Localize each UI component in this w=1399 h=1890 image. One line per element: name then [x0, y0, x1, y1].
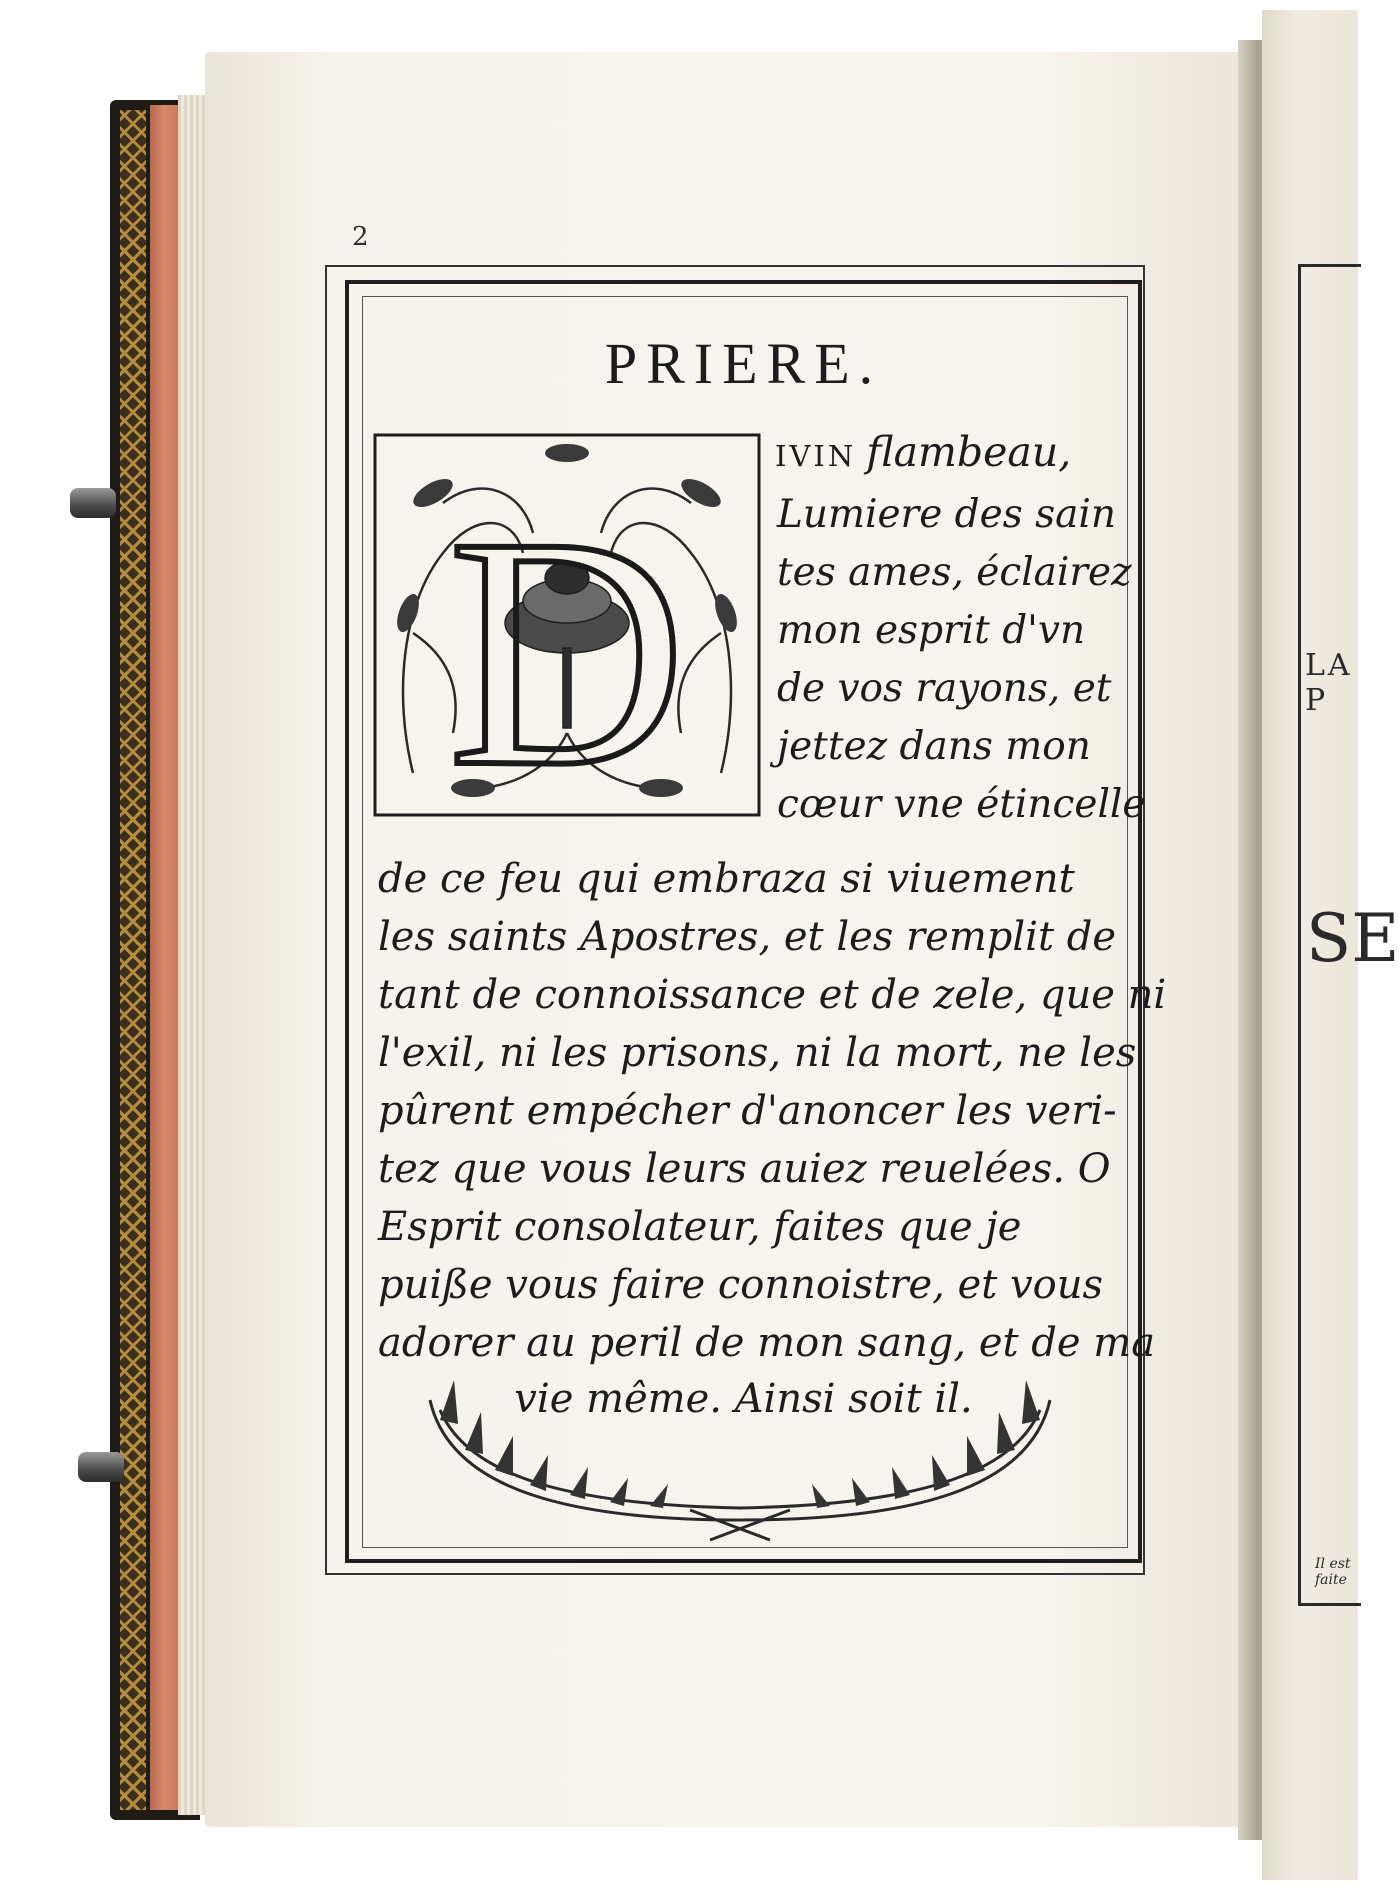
first-word-smallcaps: IVIN	[775, 439, 857, 473]
prayer-line: tes ames, éclairez	[777, 550, 1132, 595]
first-line-rest: flambeau,	[866, 428, 1072, 476]
gilt-border-ornament	[120, 110, 146, 1810]
prayer-first-line	[775, 428, 1155, 476]
prayer-line: Lumiere des sain	[777, 492, 1116, 537]
prayer-line: tez que vous leurs auiez reuelées. O	[378, 1146, 1111, 1192]
page-number: 2	[352, 222, 369, 252]
prayer-line: de vos rayons, et	[777, 666, 1112, 711]
prayer-line: Esprit consolateur, faites que je	[378, 1204, 1022, 1250]
clasp-pin-bottom	[78, 1452, 124, 1482]
prayer-wrapped-lines	[777, 486, 1146, 834]
prayer-line: de ce feu qui embraza si viuement	[378, 856, 1075, 902]
prayer-line: l'exil, ni les prisons, ni la mort, ne les	[378, 1030, 1137, 1076]
prayer-line: adorer au peril de mon sang, et de ma	[378, 1320, 1156, 1366]
prayer-line: puiße vous faire connoistre, et vous	[378, 1262, 1104, 1308]
decorated-initial	[373, 433, 761, 835]
prayer-line: tant de connoissance et de zele, que ni	[378, 972, 1167, 1018]
clasp-pin-top	[70, 488, 116, 518]
prayer-line: cœur vne étincelle	[777, 782, 1146, 827]
initial-letter: D	[447, 470, 687, 835]
prayer-line: pûrent empécher d'anoncer les veri-	[378, 1088, 1117, 1134]
prayer-line: mon esprit d'vn	[777, 608, 1086, 653]
facing-page-text-2: SE	[1306, 900, 1399, 977]
facing-page-text-3: Il est faite	[1315, 1556, 1351, 1588]
page-title: PRIERE.	[604, 331, 883, 396]
facing-page-text-1: LA P	[1305, 648, 1353, 718]
prayer-line: jettez dans mon	[777, 724, 1091, 769]
prayer-line: les saints Apostres, et les remplit de	[378, 914, 1117, 960]
prayer-body-lines	[378, 850, 1167, 1372]
prayer-last-line: vie même. Ainsi soit il.	[514, 1376, 973, 1422]
